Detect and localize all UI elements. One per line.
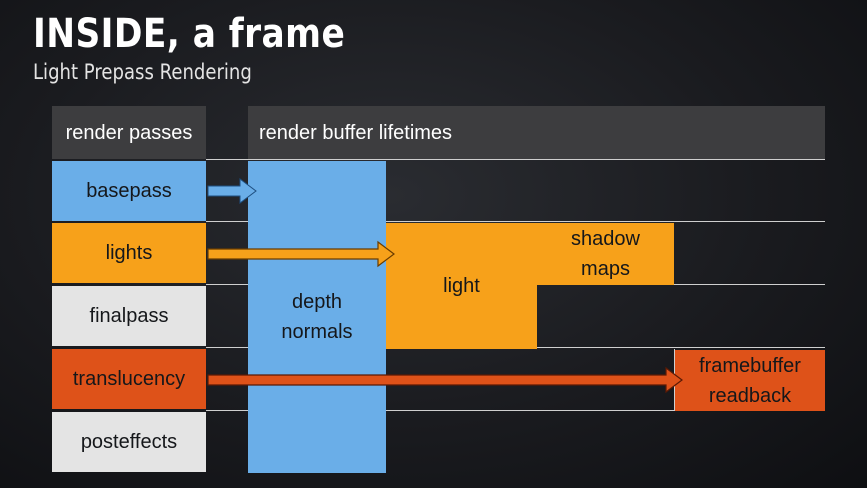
render-buffer-lifetimes-header-label: render buffer lifetimes bbox=[259, 121, 453, 144]
render-passes-header-label: render passes bbox=[65, 121, 193, 144]
slide-subtitle: Light Prepass Rendering bbox=[33, 60, 252, 84]
translucency-arrow bbox=[208, 368, 682, 392]
buffer-label: depth normals bbox=[281, 291, 353, 343]
basepass-arrow bbox=[208, 179, 256, 203]
pass-label: lights bbox=[105, 242, 153, 264]
buffer-label: shadow maps bbox=[571, 228, 640, 280]
buffer-label: framebuffer readback bbox=[699, 354, 801, 407]
buffer-label: light bbox=[443, 275, 480, 297]
pass-label: finalpass bbox=[89, 305, 169, 327]
pass-label: translucency bbox=[72, 368, 186, 390]
pass-label: posteffects bbox=[80, 431, 178, 453]
slide-title: INSIDE, a frame bbox=[33, 11, 346, 57]
pass-label: basepass bbox=[86, 180, 172, 202]
lights-arrow bbox=[208, 242, 394, 266]
